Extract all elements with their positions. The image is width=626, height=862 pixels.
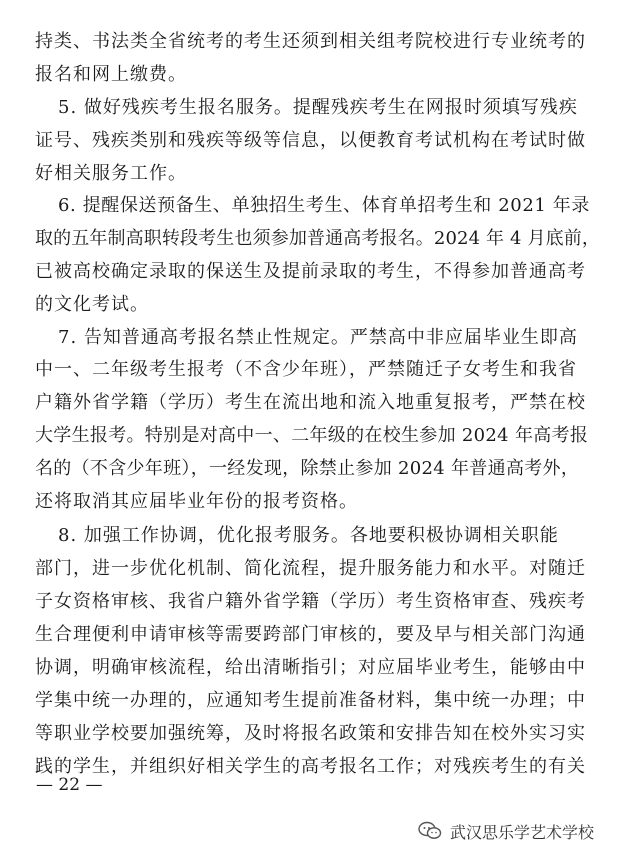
paragraph-line: 报名和网上缴费。	[35, 64, 187, 85]
paragraph-line: 好相关服务工作。	[35, 163, 187, 184]
watermark	[418, 816, 594, 846]
paragraph-line: 协调，明确审核流程，给出清晰指引；对应届毕业考生，能够由中	[35, 657, 586, 678]
paragraph-line: 8. 加强工作协调，优化报考服务。各地要积极协调相关职能	[58, 525, 559, 546]
paragraph-line: 户籍外省学籍（学历）考生在流出地和流入地重复报考，严禁在校	[35, 392, 586, 413]
watermark-text: 武汉思乐学艺术学校	[450, 822, 595, 842]
paragraph-line: 5. 做好残疾考生报名服务。提醒残疾考生在网报时须填写残疾	[58, 97, 578, 118]
paragraph-line: 等职业学校要加强统筹，及时将报名政策和安排告知在校外实习实	[35, 723, 586, 744]
paragraph-line: 持类、书法类全省统考的考生还须到相关组考院校进行专业统考的	[35, 31, 586, 52]
paragraph-line: 还将取消其应届毕业年份的报考资格。	[35, 491, 358, 512]
paragraph-line: 证号、残疾类别和残疾等级等信息，以便教育考试机构在考试时做	[35, 130, 586, 151]
paragraph-line: 7. 告知普通高考报名禁止性规定。严禁高中非应届毕业生即高	[58, 327, 578, 348]
paragraph-line: 中一、二年级考生报考（不含少年班），严禁随迁子女考生和我省	[35, 359, 577, 380]
paragraph-line: 6. 提醒保送预备生、单独招生考生、体育单招考生和 2021 年录	[58, 195, 590, 216]
paragraph-line: 学集中统一办理的，应通知考生提前准备材料，集中统一办理；中	[35, 690, 586, 711]
page-number: — 22 —	[36, 775, 103, 795]
paragraph-line: 的文化考试。	[35, 294, 149, 315]
paragraph-line: 践的学生，并组织好相关学生的高考报名工作；对残疾考生的有关	[35, 756, 586, 777]
paragraph-line: 生合理便利申请审核等需要跨部门审核的，要及早与相关部门沟通	[35, 624, 586, 645]
paragraph-line: 部门，进一步优化机制、简化流程，提升服务能力和水平。对随迁	[35, 558, 586, 579]
paragraph-line: 大学生报考。特别是对高中一、二年级的在校生参加 2024 年高考报	[35, 425, 589, 446]
wechat-icon	[418, 821, 442, 841]
paragraph-line: 取的五年制高职转段考生也须参加普通高考报名。2024 年 4 月底前，	[35, 228, 600, 249]
paragraph-line: 已被高校确定录取的保送生及提前录取的考生，不得参加普通高考	[35, 261, 586, 282]
paragraph-line: 名的（不含少年班），一经发现，除禁止参加 2024 年普通高考外，	[35, 458, 580, 479]
paragraph-line: 子女资格审核、我省户籍外省学籍（学历）考生资格审查、残疾考	[35, 591, 586, 612]
